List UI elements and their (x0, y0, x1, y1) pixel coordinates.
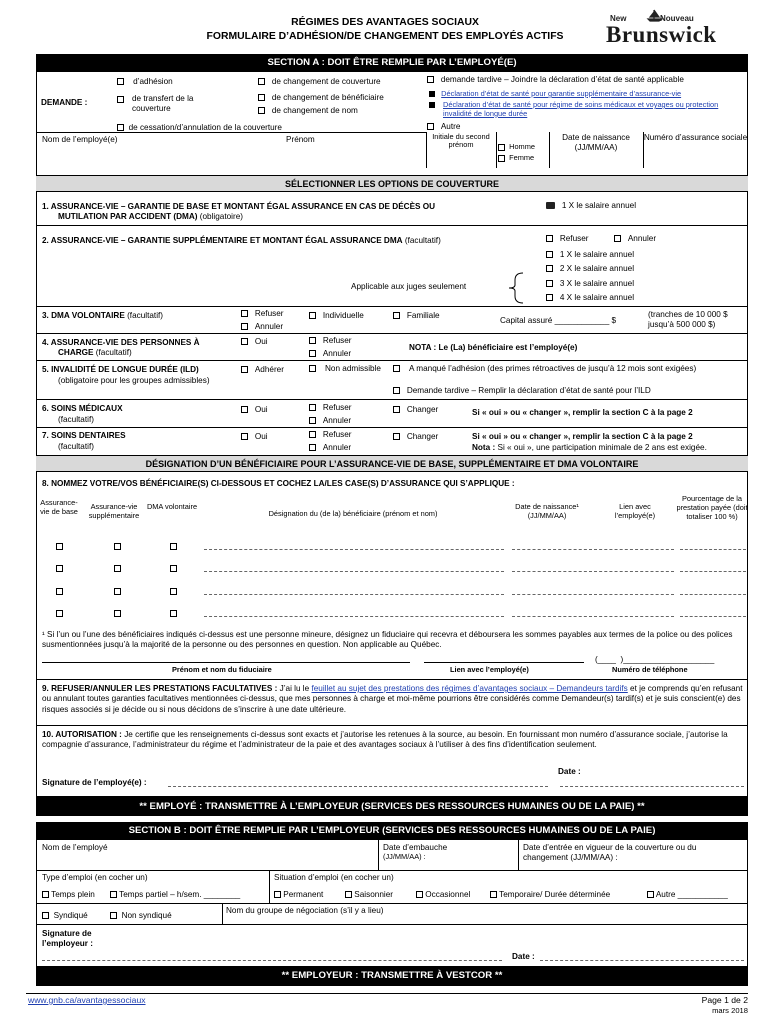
b-temps-plein[interactable] (42, 890, 95, 900)
logo-new: New (610, 14, 627, 23)
q7-annuler[interactable] (309, 443, 351, 453)
divider (36, 427, 748, 428)
q5-non-label: Non admissible (325, 364, 381, 373)
demande-label: DEMANDE : (41, 98, 88, 107)
q4-oui[interactable] (241, 337, 268, 347)
b-signature: Signature de l’employeur : (42, 929, 93, 948)
footnote: ¹ Si l’un ou l’une des bénéficiaires indiqués ci-dessus est une personne mineure, désignez un fiduciaire qui recevra et déboursera les sommes payables aux termes de la police ou des polices susmentionnées jusqu’à la majorité de la personne ou des personnes en question. Non applicable au Québec. (42, 630, 733, 650)
q7-note2: Si « oui », une participation minimale de 2 ans est exigée. (495, 443, 707, 452)
q7-changer[interactable] (393, 432, 438, 442)
q6-changer[interactable] (393, 405, 438, 415)
fiduciaire-line[interactable] (42, 662, 410, 663)
transmit-employeur: ** EMPLOYEUR : TRANSMETTRE À VESTCOR ** (36, 966, 748, 986)
q6-oui-label: Oui (254, 405, 268, 414)
checkbox[interactable] (546, 235, 553, 242)
date-naissance-label: Date de naissance (JJ/MM/AA) (562, 133, 630, 152)
checkbox[interactable] (614, 235, 621, 242)
q3-row (42, 311, 163, 321)
footer-page: Page 1 de 2 (701, 995, 748, 1005)
divider (36, 132, 426, 133)
q3-capital[interactable]: Capital assuré ____________ $ (500, 316, 617, 325)
b-occasionnel[interactable] (416, 890, 470, 900)
b-date-embauche: Date d’embauche (383, 843, 448, 852)
q2-annuler[interactable] (614, 234, 656, 244)
checkbox[interactable] (274, 891, 281, 898)
b-signature-line[interactable] (42, 960, 502, 961)
blank-field[interactable] (512, 616, 592, 617)
transmit-employe: ** EMPLOYÉ : TRANSMETTRE À L’EMPLOYEUR (SERVICES DES RESSOURCES HUMAINES OU DE LA PAIE) ** (36, 797, 748, 816)
q6-note: Si « oui » ou « changer », remplir la section C à la page 2 (472, 408, 693, 417)
q2-2x[interactable] (546, 264, 634, 274)
checkbox[interactable] (546, 280, 553, 287)
checkbox[interactable] (110, 912, 117, 919)
q2-4x[interactable] (546, 293, 634, 303)
blank-field[interactable] (680, 571, 746, 572)
blank-field[interactable] (204, 571, 504, 572)
checkbox[interactable] (416, 891, 423, 898)
checkbox[interactable] (241, 310, 248, 317)
coverage-header: SÉLECTIONNER LES OPTIONS DE COUVERTURE (36, 175, 748, 192)
q2-1x[interactable] (546, 250, 634, 260)
temporaire-label: Temporaire/ Durée déterminée (499, 890, 611, 899)
checkbox-checked[interactable] (429, 91, 435, 97)
b-temps-partiel[interactable] (110, 890, 240, 900)
q1-label: 1. ASSURANCE-VIE – GARANTIE DE BASE ET MONTANT ÉGAL ASSURANCE EN CAS DE DÉCÈS OU (42, 202, 436, 211)
section-b-header: SECTION B : DOIT ÊTRE REMPLIE PAR L’EMPLOYEUR (SERVICES DES RESSOURCES HUMAINES OU DE LA PAIE) (36, 822, 748, 840)
q9-link[interactable]: feuillet au sujet des prestations des régimes d’avantages sociaux – Demandeurs tardifs (311, 684, 628, 693)
homme-label: Homme (509, 142, 535, 151)
checkbox[interactable] (56, 565, 63, 572)
q5-opt1[interactable] (393, 364, 400, 374)
checkbox[interactable] (258, 78, 265, 85)
checkbox[interactable] (345, 891, 352, 898)
b-saisonnier[interactable] (345, 890, 393, 900)
col-date: Date de naissance¹ (JJ/MM/AA) (515, 502, 579, 520)
checkbox[interactable] (309, 444, 316, 451)
divider (36, 924, 748, 925)
b-temporaire[interactable] (490, 890, 610, 900)
footer-url[interactable]: www.gnb.ca/avantagessociaux (28, 995, 146, 1005)
form-subtitle: FORMULAIRE D’ADHÉSION/DE CHANGEMENT DES EMPLOYÉS ACTIFS (206, 31, 564, 42)
q6-changer-label: Changer (406, 405, 439, 414)
q10-title: 10. AUTORISATION : (42, 730, 122, 739)
q10-text (42, 730, 744, 751)
q4-annuler-label: Annuler (322, 349, 352, 358)
checkbox[interactable] (241, 433, 248, 440)
checkbox[interactable] (309, 350, 316, 357)
checkbox[interactable] (309, 417, 316, 424)
col-sup: Assurance-vie supplémentaire (88, 502, 140, 520)
syndique-label: Syndiqué (53, 911, 88, 920)
checkbox[interactable] (42, 891, 49, 898)
date-employe-line[interactable] (560, 786, 744, 787)
opt-chg-couverture-label: de changement de couverture (271, 77, 381, 86)
checkbox[interactable] (42, 912, 49, 919)
footer-date: mars 2018 (712, 1006, 748, 1015)
q6-refuser[interactable] (309, 403, 352, 413)
q7-oui[interactable] (241, 432, 268, 442)
opt-chg-beneficiaire-label: de changement de bénéficiaire (271, 93, 384, 102)
lien-line[interactable] (424, 662, 584, 663)
divider (36, 870, 748, 871)
b-non-syndique[interactable] (110, 911, 172, 921)
blank-field[interactable] (204, 594, 504, 595)
initiale-label: Initiale du second prénom (432, 132, 490, 150)
checkbox[interactable] (498, 155, 505, 162)
opt-adhesion-label: d’adhésion (133, 77, 173, 86)
checkbox[interactable] (114, 588, 121, 595)
checkbox[interactable] (241, 366, 248, 373)
checkbox[interactable] (309, 337, 316, 344)
checkbox[interactable] (393, 387, 400, 394)
divider (518, 840, 519, 870)
q1-label2-text: MUTILATION PAR ACCIDENT (DMA) (58, 212, 198, 221)
col-designation: Désignation du (de la) bénéficiaire (prénom et nom) (268, 509, 438, 518)
col-lien: Lien avec l’employé(e) (614, 502, 656, 520)
q4-label2-row (58, 348, 132, 358)
b-permanent[interactable] (274, 890, 323, 900)
blank-field[interactable] (512, 549, 592, 550)
non-syndique-label: Non syndiqué (121, 911, 172, 920)
checkbox[interactable] (56, 543, 63, 550)
opt-autre-label: Autre (440, 122, 461, 131)
checkbox[interactable] (241, 406, 248, 413)
q6-label: 6. SOINS MÉDICAUX (42, 404, 123, 413)
checkbox[interactable] (546, 265, 553, 272)
divider (36, 903, 748, 904)
sig-tel: Numéro de téléphone (612, 665, 688, 674)
q3-annuler[interactable] (241, 322, 283, 332)
q3-fam-label: Familiale (406, 311, 440, 320)
checkbox[interactable] (56, 610, 63, 617)
checkbox[interactable] (170, 543, 177, 550)
q7-label: 7. SOINS DENTAIRES (42, 431, 126, 440)
opt-transfert-label: de transfert de la couverture (132, 94, 194, 113)
q5-adherer-label: Adhérer (254, 365, 284, 374)
checkbox[interactable] (241, 338, 248, 345)
blank-field[interactable] (512, 594, 592, 595)
q1-opt[interactable] (546, 201, 636, 211)
checkbox[interactable] (117, 96, 124, 103)
q8-label: 8. NOMMEZ VOTRE/VOS BÉNÉFICIAIRE(S) CI-DESSOUS ET COCHEZ LA/LES CASE(S) D’ASSURANCE QUI S’APPLIQUE : (42, 479, 515, 488)
blank-field[interactable] (680, 594, 746, 595)
q5-opt1-label: A manqué l’adhésion (des primes rétroactives de jusqu’à 12 mois sont exigées) (409, 364, 697, 373)
saisonnier-label: Saisonnier (354, 890, 393, 899)
q1-opt-label: 1 X le salaire annuel (561, 201, 637, 210)
q2-annuler-label: Annuler (627, 234, 657, 243)
nas-label: Numéro d’assurance sociale (643, 133, 748, 142)
blank-field[interactable] (594, 594, 674, 595)
q2-juges: Applicable aux juges seulement (351, 282, 467, 291)
occasionnel-label: Occasionnel (425, 890, 471, 899)
tel-field[interactable]: (____ )____________________ (595, 655, 715, 664)
checkbox[interactable] (309, 312, 316, 319)
opt-link-sup[interactable] (429, 90, 681, 99)
q4-label: 4. ASSURANCE-VIE DES PERSONNES À (42, 338, 200, 347)
sig-lien: Lien avec l’employé(e) (450, 665, 529, 674)
b-groupe: Nom du groupe de négociation (s’il y a lieu) (226, 906, 384, 915)
checkbox[interactable] (114, 543, 121, 550)
blank-field[interactable] (594, 549, 674, 550)
q7-refuser-label: Refuser (322, 430, 352, 439)
opt-tardive[interactable] (427, 75, 684, 85)
q2-1x-label: 1 X le salaire annuel (559, 250, 635, 259)
date-label: Date : (558, 767, 581, 776)
brace-icon (505, 272, 525, 304)
sig-fiduciaire: Prénom et nom du fiduciaire (172, 665, 272, 674)
q5-opt2-label: Demande tardive – Remplir la déclaration d’état de santé pour l’ILD (406, 386, 651, 395)
q4-note: NOTA : Le (La) bénéficiaire est l’employé(e) (409, 343, 578, 352)
q7-refuser[interactable] (309, 430, 352, 440)
q7-oui-label: Oui (254, 432, 268, 441)
opt-chg-nom[interactable] (258, 106, 358, 116)
opt-link-soins[interactable] (429, 101, 435, 110)
checkbox[interactable] (309, 365, 316, 372)
logo-brunswick: Brunswick (606, 22, 717, 47)
b-type-emploi: Type d’emploi (en cocher un) (42, 873, 148, 882)
q6-fac: (facultatif) (58, 415, 94, 424)
divider (36, 333, 748, 334)
checkbox[interactable] (170, 610, 177, 617)
checkbox[interactable] (393, 406, 400, 413)
q7-fac: (facultatif) (58, 442, 94, 451)
divider (269, 870, 270, 903)
opt-cessation-label: de cessation/d’annulation de la couverture (128, 123, 282, 132)
checkbox[interactable] (114, 565, 121, 572)
q5-opt2[interactable] (393, 386, 651, 396)
q3-refuser[interactable] (241, 309, 284, 319)
q4-fac: (facultatif) (95, 348, 132, 357)
sig-employe-line[interactable] (168, 786, 548, 787)
checkbox[interactable] (170, 588, 177, 595)
checkbox[interactable] (647, 891, 654, 898)
sig-employe-label: Signature de l’employé(e) : (42, 778, 147, 787)
checkbox[interactable] (393, 365, 400, 372)
femme-label: Femme (509, 153, 535, 162)
b-date-entree: Date d’entrée en vigueur de la couverture ou du changement (JJ/MM/AA) : (523, 843, 697, 862)
link-sup[interactable]: Déclaration d’état de santé pour garantie supplémentaire d’assurance-vie (441, 89, 682, 98)
q2-4x-label: 4 X le salaire annuel (559, 293, 635, 302)
checkbox[interactable] (241, 323, 248, 330)
checkbox[interactable] (309, 404, 316, 411)
permanent-label: Permanent (283, 890, 324, 899)
b-autre[interactable] (647, 890, 728, 900)
q3-label: 3. DMA VOLONTAIRE (42, 311, 125, 320)
b-nom-employe: Nom de l’employé (42, 843, 108, 852)
q4-label2: CHARGE (58, 348, 94, 357)
footer-divider (26, 993, 748, 994)
q9-rest: et je comprends qu’en refusant ou annulant toutes garanties facultatives mentionnées ci-dessus, que mes personnes à charge et moi-même pourrions être considérés comme Demandeur(s) tardif(s) et je suis conscient(e) des risques associés si je décide ou si nous décidons de s’inscrire à une date ultérieure. (42, 684, 743, 714)
checkbox[interactable] (114, 610, 121, 617)
b-date-label: Date : (512, 952, 535, 961)
q3-refuser-label: Refuser (254, 309, 284, 318)
opt-chg-couverture[interactable] (258, 77, 381, 87)
blank-field[interactable] (512, 571, 592, 572)
q6-oui[interactable] (241, 405, 268, 415)
checkbox-checked[interactable] (546, 202, 555, 209)
q6-refuser-label: Refuser (322, 403, 352, 412)
divider (36, 360, 748, 361)
nom-employe-label: Nom de l’employé(e) (42, 135, 118, 144)
blank-field[interactable] (680, 616, 746, 617)
q5-label: 5. INVALIDITÉ DE LONGUE DURÉE (ILD) (42, 365, 199, 374)
checkbox[interactable] (427, 123, 434, 130)
q2-fac: (facultatif) (404, 236, 441, 245)
q4-refuser[interactable] (309, 336, 352, 346)
divider (36, 725, 748, 726)
q3-indiv[interactable] (309, 311, 364, 321)
q3-tranches: (tranches de 10 000 $ jusqu’à 500 000 $) (648, 310, 728, 329)
opt-homme[interactable] (498, 143, 535, 152)
q2-3x[interactable] (546, 279, 634, 289)
col-dma: DMA volontaire (146, 502, 198, 511)
col-pct: Pourcentage de la prestation payée (doit totaliser 100 %) (676, 494, 748, 521)
b-situation: Situation d’emploi (en cocher un) (274, 873, 394, 882)
q6-annuler-label: Annuler (322, 416, 352, 425)
checkbox[interactable] (258, 94, 265, 101)
q1-label2 (58, 212, 243, 222)
blank-field[interactable] (204, 549, 504, 550)
temps-plein-label: Temps plein (51, 890, 95, 899)
checkbox[interactable] (498, 144, 505, 151)
prenom-label: Prénom (286, 135, 315, 144)
link-soins[interactable]: Déclaration d’état de santé pour régime de soins médicaux et voyages ou protection invalidité de longue durée (443, 100, 719, 118)
form-title: RÉGIMES DES AVANTAGES SOCIAUX (291, 17, 479, 28)
checkbox[interactable] (427, 76, 434, 83)
opt-femme[interactable] (498, 154, 534, 163)
q9-intro: J’ai lu le (277, 684, 312, 693)
checkbox[interactable] (393, 312, 400, 319)
checkbox[interactable] (258, 107, 265, 114)
blank-field[interactable] (680, 549, 746, 550)
checkbox[interactable] (56, 588, 63, 595)
q5-non[interactable] (309, 364, 316, 374)
opt-tardive-label: demande tardive – Joindre la déclaration d’état de santé applicable (440, 75, 684, 84)
b-syndique[interactable] (42, 911, 88, 921)
checkbox[interactable] (393, 433, 400, 440)
q5-sub: (obligatoire pour les groupes admissibles) (58, 376, 210, 385)
blank-field[interactable] (204, 616, 504, 617)
opt-chg-nom-label: de changement de nom (271, 106, 358, 115)
q9-text (42, 684, 744, 715)
autre-label: Autre ___________ (655, 890, 728, 899)
opt-adhesion[interactable] (117, 77, 173, 87)
temps-partiel-label: Temps partiel – h/sem. ________ (119, 890, 241, 899)
q4-oui-label: Oui (254, 337, 268, 346)
q6-annuler[interactable] (309, 416, 351, 426)
q2-2x-label: 2 X le salaire annuel (559, 264, 635, 273)
checkbox[interactable] (117, 78, 124, 85)
q7-changer-label: Changer (406, 432, 439, 441)
q7-note2-bold: Nota : (472, 443, 496, 452)
q3-fac: (facultatif) (127, 311, 164, 320)
beneficiary-header: DÉSIGNATION D’UN BÉNÉFICIAIRE POUR L’ASSURANCE-VIE DE BASE, SUPPLÉMENTAIRE ET DMA VOLONTAIRE (36, 455, 748, 472)
q7-annuler-label: Annuler (322, 443, 352, 452)
divider (36, 225, 748, 226)
q4-annuler[interactable] (309, 349, 351, 359)
checkbox[interactable] (117, 124, 124, 131)
q2-refuser-label: Refuser (559, 234, 589, 243)
q7-note: Si « oui » ou « changer », remplir la section C à la page 2 (472, 432, 693, 441)
opt-autre[interactable] (427, 122, 460, 132)
checkbox[interactable] (309, 431, 316, 438)
divider (36, 306, 748, 307)
q4-refuser-label: Refuser (322, 336, 352, 345)
q2-row (42, 236, 441, 246)
divider (36, 679, 748, 680)
b-date-line[interactable] (540, 960, 744, 961)
nb-logo (606, 8, 736, 48)
q5-adherer[interactable] (241, 365, 284, 375)
divider (378, 840, 379, 870)
q3-fam[interactable] (393, 311, 440, 321)
q10-rest: Je certifie que les renseignements ci-dessus sont exacts et j’autorise les retenues à la source, au besoin. En fournissant mon numéro d’assurance sociale, j’autorise la compagnie d’assurance, l’administrateur du régime et l’administrateur de la paie et des avantages sociaux à l’utiliser à des fins d’identification seulement. (42, 730, 728, 750)
checkbox[interactable] (110, 891, 117, 898)
q2-label: 2. ASSURANCE-VIE – GARANTIE SUPPLÉMENTAIRE ET MONTANT ÉGAL ASSURANCE DMA (42, 236, 403, 245)
q7-note2-row (472, 443, 707, 453)
checkbox[interactable] (170, 565, 177, 572)
checkbox[interactable] (546, 294, 553, 301)
q3-annuler-label: Annuler (254, 322, 284, 331)
checkbox-checked[interactable] (429, 102, 435, 108)
opt-transfert[interactable] (117, 95, 124, 105)
q2-3x-label: 3 X le salaire annuel (559, 279, 635, 288)
section-a-header: SECTION A : DOIT ÊTRE REMPLIE PAR L’EMPLOYÉ(E) (36, 54, 748, 72)
divider (36, 399, 748, 400)
divider (222, 903, 223, 924)
divider (496, 132, 497, 168)
q3-indiv-label: Individuelle (322, 311, 364, 320)
q9-title: 9. REFUSER/ANNULER LES PRESTATIONS FACULTATIVES : (42, 684, 278, 693)
q2-refuser[interactable] (546, 234, 589, 244)
checkbox[interactable] (490, 891, 497, 898)
blank-field[interactable] (594, 616, 674, 617)
opt-chg-beneficiaire[interactable] (258, 93, 384, 103)
logo-nouveau: Nouveau (660, 14, 694, 23)
checkbox[interactable] (546, 251, 553, 258)
q1-oblig: (obligatoire) (199, 212, 243, 221)
blank-field[interactable] (594, 571, 674, 572)
col-base: Assurance-vie de base (40, 498, 78, 516)
b-date-embauche-fmt: (JJ/MM/AA) : (383, 852, 426, 861)
